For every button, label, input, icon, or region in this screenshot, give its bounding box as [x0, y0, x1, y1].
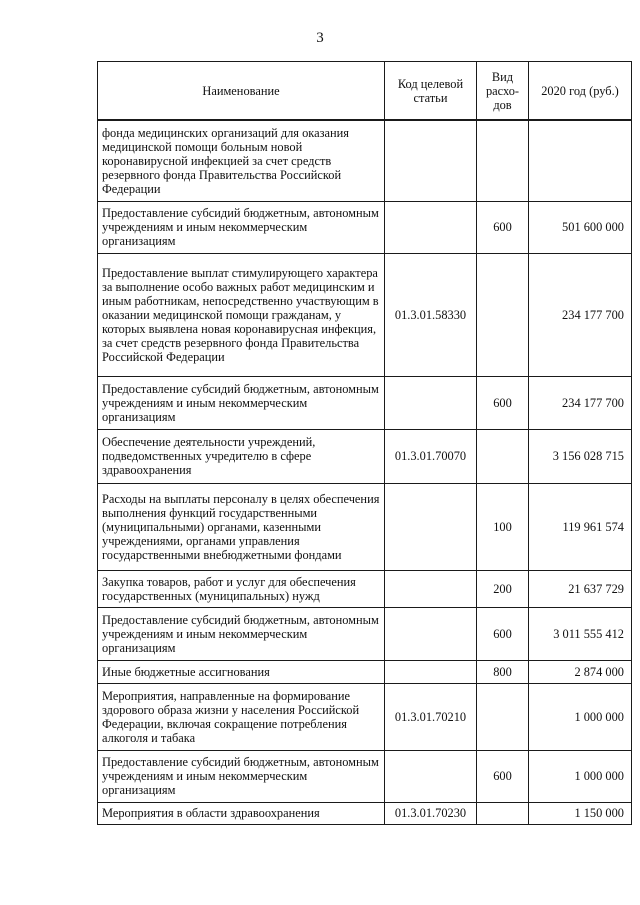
row-type: 200: [477, 570, 529, 607]
row-type: [477, 120, 529, 201]
table-row: [98, 683, 632, 750]
row-code: 01.3.01.58330: [385, 253, 477, 376]
table-row: [98, 570, 632, 607]
page-number: 3: [316, 30, 324, 46]
row-code: [385, 483, 477, 570]
header-name: Наименование: [98, 62, 385, 121]
row-code: [385, 750, 477, 802]
row-name: Предоставление субсидий бюджетным, автономным учреждениям и иным некоммерческим организациям: [98, 201, 385, 253]
row-type: 600: [477, 750, 529, 802]
row-code: [385, 607, 477, 660]
row-code: 01.3.01.70070: [385, 429, 477, 483]
header-sum: 2020 год (руб.): [529, 62, 632, 121]
row-name: Предоставление субсидий бюджетным, автономным учреждениям и иным некоммерческим организациям: [98, 376, 385, 429]
row-type: 600: [477, 607, 529, 660]
row-name: Мероприятия в области здравоохранения: [98, 802, 385, 824]
row-type: 800: [477, 660, 529, 683]
row-type: [477, 253, 529, 376]
budget-table: [97, 61, 632, 825]
row-code: 01.3.01.70230: [385, 802, 477, 824]
row-name: Предоставление субсидий бюджетным, автономным учреждениям и иным некоммерческим организациям: [98, 750, 385, 802]
row-code: [385, 376, 477, 429]
table-row: [98, 120, 632, 201]
row-code: [385, 120, 477, 201]
row-sum: 234 177 700: [529, 253, 632, 376]
table-row: [98, 660, 632, 683]
row-name: Закупка товаров, работ и услуг для обеспечения государственных (муниципальных) нужд: [98, 570, 385, 607]
row-sum: 1 000 000: [529, 750, 632, 802]
row-name: Иные бюджетные ассигнования: [98, 660, 385, 683]
row-code: [385, 570, 477, 607]
row-code: [385, 660, 477, 683]
row-code: 01.3.01.70210: [385, 683, 477, 750]
table-header-row: [98, 62, 632, 121]
table-row: [98, 607, 632, 660]
row-name: Обеспечение деятельности учреждений, подведомственных учредителю в сфере здравоохранения: [98, 429, 385, 483]
row-type: [477, 429, 529, 483]
row-name: Расходы на выплаты персоналу в целях обеспечения выполнения функций государственными (муниципальными) органами, казенными учреждениями, органами управления государственными внебюджетными фондами: [98, 483, 385, 570]
table-row: [98, 376, 632, 429]
table-row: [98, 201, 632, 253]
row-sum: 234 177 700: [529, 376, 632, 429]
row-type: 600: [477, 201, 529, 253]
row-sum: [529, 120, 632, 201]
row-sum: 3 011 555 412: [529, 607, 632, 660]
table-row: [98, 802, 632, 824]
table-row: [98, 429, 632, 483]
row-sum: 2 874 000: [529, 660, 632, 683]
row-sum: 3 156 028 715: [529, 429, 632, 483]
row-name: Предоставление выплат стимулирующего характера за выполнение особо важных работ медицинским и иным работникам, непосредственно участвующим в оказании медицинской помощи гражданам, у которых выявлена новая коронавирусная инфекция, за счет средств резервного фонда Правительства Российской Федерации: [98, 253, 385, 376]
row-sum: 501 600 000: [529, 201, 632, 253]
row-sum: 1 150 000: [529, 802, 632, 824]
table-row: [98, 750, 632, 802]
row-name: фонда медицинских организаций для оказания медицинской помощи больным новой коронавирусной инфекцией за счет средств резервного фонда Правительства Российской Федерации: [98, 120, 385, 201]
row-type: [477, 683, 529, 750]
row-code: [385, 201, 477, 253]
row-type: [477, 802, 529, 824]
row-sum: 21 637 729: [529, 570, 632, 607]
header-type: Вид расхо-дов: [477, 62, 529, 121]
row-name: Мероприятия, направленные на формирование здорового образа жизни у населения Российской Федерации, включая сокращение потребления алкоголя и табака: [98, 683, 385, 750]
table-row: [98, 253, 632, 376]
row-sum: 119 961 574: [529, 483, 632, 570]
header-code: Код целевой статьи: [385, 62, 477, 121]
row-type: 100: [477, 483, 529, 570]
row-sum: 1 000 000: [529, 683, 632, 750]
row-name: Предоставление субсидий бюджетным, автономным учреждениям и иным некоммерческим организациям: [98, 607, 385, 660]
table-row: [98, 483, 632, 570]
row-type: 600: [477, 376, 529, 429]
